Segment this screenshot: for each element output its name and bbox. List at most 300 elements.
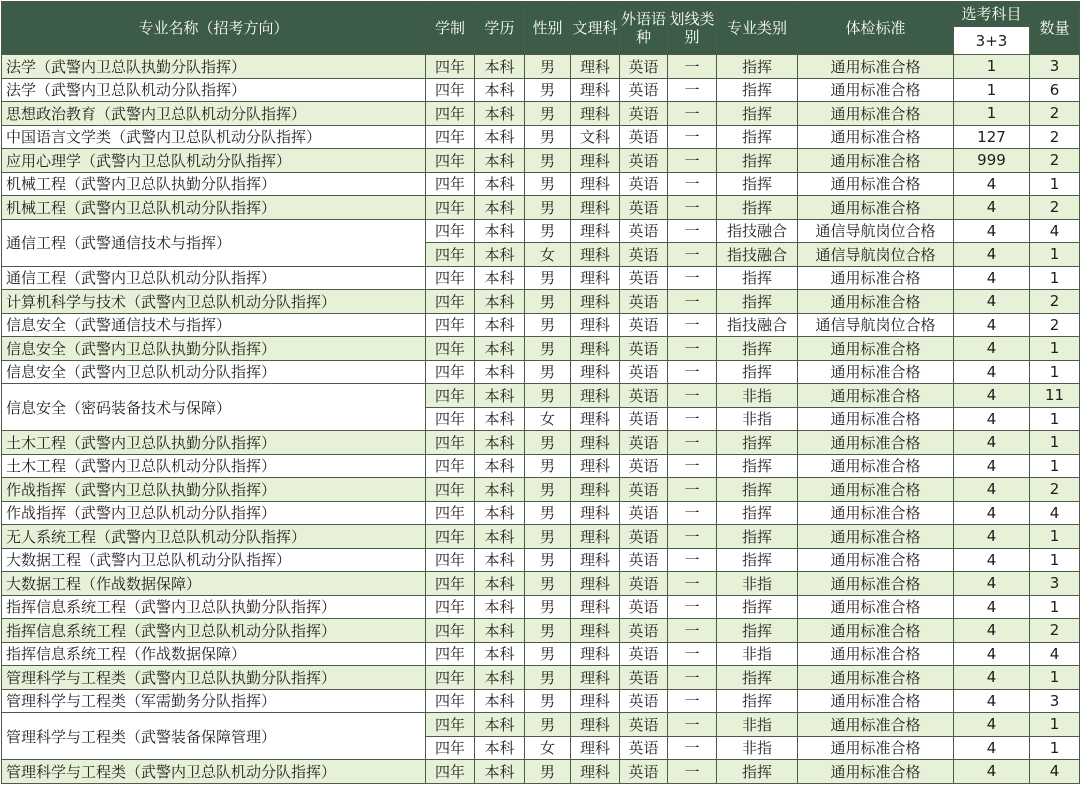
language-cell: 英语 (620, 713, 668, 737)
count-cell: 4 (1030, 219, 1080, 243)
duration-cell: 四年 (426, 78, 475, 102)
degree-cell: 本科 (475, 689, 525, 713)
language-cell: 英语 (620, 266, 668, 290)
line-type-cell: 一 (668, 525, 717, 549)
major-type-cell: 指挥 (717, 689, 798, 713)
count-cell: 1 (1030, 431, 1080, 455)
arts-sci-cell: 理科 (571, 713, 620, 737)
degree-cell: 本科 (475, 384, 525, 408)
degree-cell: 本科 (475, 407, 525, 431)
language-cell: 英语 (620, 548, 668, 572)
major-name-cell: 信息安全（武警内卫总队机动分队指挥） (2, 360, 426, 384)
degree-cell: 本科 (475, 760, 525, 784)
degree-cell: 本科 (475, 501, 525, 525)
major-name-cell: 信息安全（武警内卫总队执勤分队指挥） (2, 337, 426, 361)
subjects-cell: 4 (954, 243, 1030, 267)
arts-sci-cell: 理科 (571, 548, 620, 572)
degree-cell: 本科 (475, 172, 525, 196)
subjects-cell: 4 (954, 454, 1030, 478)
table-row (2, 642, 1080, 666)
major-name-cell: 通信工程（武警通信技术与指挥） (2, 219, 426, 266)
duration-cell: 四年 (426, 149, 475, 173)
degree-cell: 本科 (475, 290, 525, 314)
physical-cell: 通用标准合格 (798, 78, 954, 102)
subjects-cell: 4 (954, 266, 1030, 290)
physical-cell: 通用标准合格 (798, 572, 954, 596)
table-row (2, 760, 1080, 784)
major-name-cell: 应用心理学（武警内卫总队机动分队指挥） (2, 149, 426, 173)
arts-sci-cell: 理科 (571, 290, 620, 314)
degree-cell: 本科 (475, 219, 525, 243)
physical-cell: 通用标准合格 (798, 760, 954, 784)
line-type-cell: 一 (668, 55, 717, 79)
arts-sci-cell: 理科 (571, 219, 620, 243)
physical-cell: 通用标准合格 (798, 149, 954, 173)
physical-cell: 通用标准合格 (798, 431, 954, 455)
language-cell: 英语 (620, 760, 668, 784)
duration-cell: 四年 (426, 337, 475, 361)
header-arts-sci: 文理科 (571, 2, 620, 55)
physical-cell: 通用标准合格 (798, 407, 954, 431)
physical-cell: 通用标准合格 (798, 360, 954, 384)
physical-cell: 通用标准合格 (798, 384, 954, 408)
language-cell: 英语 (620, 149, 668, 173)
table-row (2, 666, 1080, 690)
duration-cell: 四年 (426, 525, 475, 549)
degree-cell: 本科 (475, 619, 525, 643)
line-type-cell: 一 (668, 689, 717, 713)
subjects-cell: 4 (954, 595, 1030, 619)
physical-cell: 通用标准合格 (798, 642, 954, 666)
line-type-cell: 一 (668, 384, 717, 408)
physical-cell: 通信导航岗位合格 (798, 219, 954, 243)
gender-cell: 男 (525, 219, 571, 243)
major-type-cell: 指挥 (717, 196, 798, 220)
degree-cell: 本科 (475, 243, 525, 267)
major-name-cell: 计算机科学与技术（武警内卫总队机动分队指挥） (2, 290, 426, 314)
count-cell: 1 (1030, 713, 1080, 737)
major-type-cell: 指挥 (717, 666, 798, 690)
table-row (2, 196, 1080, 220)
table-row (2, 595, 1080, 619)
gender-cell: 男 (525, 172, 571, 196)
language-cell: 英语 (620, 525, 668, 549)
arts-sci-cell: 理科 (571, 642, 620, 666)
duration-cell: 四年 (426, 55, 475, 79)
arts-sci-cell: 理科 (571, 78, 620, 102)
degree-cell: 本科 (475, 478, 525, 502)
gender-cell: 女 (525, 407, 571, 431)
physical-cell: 通用标准合格 (798, 196, 954, 220)
count-cell: 2 (1030, 102, 1080, 126)
table-row (2, 290, 1080, 314)
degree-cell: 本科 (475, 666, 525, 690)
major-type-cell: 非指 (717, 384, 798, 408)
language-cell: 英语 (620, 125, 668, 149)
language-cell: 英语 (620, 619, 668, 643)
duration-cell: 四年 (426, 407, 475, 431)
language-cell: 英语 (620, 102, 668, 126)
degree-cell: 本科 (475, 548, 525, 572)
gender-cell: 男 (525, 149, 571, 173)
count-cell: 1 (1030, 595, 1080, 619)
degree-cell: 本科 (475, 125, 525, 149)
line-type-cell: 一 (668, 360, 717, 384)
count-cell: 2 (1030, 478, 1080, 502)
degree-cell: 本科 (475, 713, 525, 737)
degree-cell: 本科 (475, 360, 525, 384)
arts-sci-cell: 理科 (571, 337, 620, 361)
major-type-cell: 指技融合 (717, 219, 798, 243)
physical-cell: 通用标准合格 (798, 501, 954, 525)
line-type-cell: 一 (668, 102, 717, 126)
count-cell: 3 (1030, 572, 1080, 596)
major-name-cell: 中国语言文学类（武警内卫总队机动分队指挥） (2, 125, 426, 149)
major-name-cell: 无人系统工程（武警内卫总队机动分队指挥） (2, 525, 426, 549)
duration-cell: 四年 (426, 290, 475, 314)
gender-cell: 男 (525, 619, 571, 643)
major-name-cell: 机械工程（武警内卫总队机动分队指挥） (2, 196, 426, 220)
physical-cell: 通用标准合格 (798, 713, 954, 737)
language-cell: 英语 (620, 172, 668, 196)
language-cell: 英语 (620, 78, 668, 102)
physical-cell: 通用标准合格 (798, 525, 954, 549)
degree-cell: 本科 (475, 337, 525, 361)
line-type-cell: 一 (668, 196, 717, 220)
count-cell: 2 (1030, 125, 1080, 149)
duration-cell: 四年 (426, 548, 475, 572)
language-cell: 英语 (620, 736, 668, 760)
language-cell: 英语 (620, 595, 668, 619)
count-cell: 3 (1030, 689, 1080, 713)
table-row (2, 172, 1080, 196)
arts-sci-cell: 理科 (571, 313, 620, 337)
duration-cell: 四年 (426, 196, 475, 220)
header-language: 外语语种 (620, 2, 668, 55)
physical-cell: 通用标准合格 (798, 454, 954, 478)
arts-sci-cell: 理科 (571, 478, 620, 502)
gender-cell: 男 (525, 642, 571, 666)
major-type-cell: 非指 (717, 736, 798, 760)
degree-cell: 本科 (475, 431, 525, 455)
count-cell: 1 (1030, 266, 1080, 290)
physical-cell: 通用标准合格 (798, 619, 954, 643)
table-row (2, 78, 1080, 102)
major-name-cell: 管理科学与工程类（武警内卫总队机动分队指挥） (2, 760, 426, 784)
physical-cell: 通用标准合格 (798, 337, 954, 361)
degree-cell: 本科 (475, 149, 525, 173)
line-type-cell: 一 (668, 548, 717, 572)
major-name-cell: 作战指挥（武警内卫总队机动分队指挥） (2, 501, 426, 525)
count-cell: 1 (1030, 407, 1080, 431)
subjects-cell: 4 (954, 548, 1030, 572)
major-name-cell: 信息安全（密码装备技术与保障） (2, 384, 426, 431)
major-type-cell: 指挥 (717, 595, 798, 619)
physical-cell: 通用标准合格 (798, 266, 954, 290)
physical-cell: 通用标准合格 (798, 102, 954, 126)
gender-cell: 男 (525, 431, 571, 455)
gender-cell: 男 (525, 78, 571, 102)
language-cell: 英语 (620, 243, 668, 267)
line-type-cell: 一 (668, 642, 717, 666)
header-physical: 体检标准 (798, 2, 954, 55)
major-name-cell: 大数据工程（作战数据保障） (2, 572, 426, 596)
language-cell: 英语 (620, 454, 668, 478)
line-type-cell: 一 (668, 219, 717, 243)
line-type-cell: 一 (668, 595, 717, 619)
table-row (2, 689, 1080, 713)
gender-cell: 男 (525, 290, 571, 314)
language-cell: 英语 (620, 290, 668, 314)
major-name-cell: 管理科学与工程类（武警装备保障管理） (2, 713, 426, 760)
arts-sci-cell: 理科 (571, 407, 620, 431)
duration-cell: 四年 (426, 313, 475, 337)
gender-cell: 男 (525, 501, 571, 525)
table-row (2, 125, 1080, 149)
table-row (2, 713, 1080, 737)
line-type-cell: 一 (668, 619, 717, 643)
count-cell: 1 (1030, 360, 1080, 384)
gender-cell: 男 (525, 454, 571, 478)
gender-cell: 男 (525, 760, 571, 784)
degree-cell: 本科 (475, 525, 525, 549)
count-cell: 2 (1030, 196, 1080, 220)
count-cell: 1 (1030, 454, 1080, 478)
count-cell: 1 (1030, 337, 1080, 361)
count-cell: 2 (1030, 290, 1080, 314)
degree-cell: 本科 (475, 55, 525, 79)
line-type-cell: 一 (668, 572, 717, 596)
table-row (2, 548, 1080, 572)
physical-cell: 通用标准合格 (798, 55, 954, 79)
subjects-cell: 4 (954, 196, 1030, 220)
count-cell: 1 (1030, 525, 1080, 549)
duration-cell: 四年 (426, 572, 475, 596)
major-name-cell: 思想政治教育（武警内卫总队机动分队指挥） (2, 102, 426, 126)
major-type-cell: 指挥 (717, 78, 798, 102)
subjects-cell: 127 (954, 125, 1030, 149)
arts-sci-cell: 理科 (571, 149, 620, 173)
arts-sci-cell: 理科 (571, 595, 620, 619)
arts-sci-cell: 理科 (571, 196, 620, 220)
gender-cell: 男 (525, 595, 571, 619)
gender-cell: 男 (525, 196, 571, 220)
major-type-cell: 指挥 (717, 266, 798, 290)
table-row (2, 384, 1080, 408)
gender-cell: 男 (525, 548, 571, 572)
gender-cell: 男 (525, 55, 571, 79)
line-type-cell: 一 (668, 760, 717, 784)
language-cell: 英语 (620, 431, 668, 455)
line-type-cell: 一 (668, 478, 717, 502)
header-major-type: 专业类别 (717, 2, 798, 55)
major-name-cell: 通信工程（武警内卫总队机动分队指挥） (2, 266, 426, 290)
arts-sci-cell: 理科 (571, 431, 620, 455)
table-row (2, 619, 1080, 643)
language-cell: 英语 (620, 384, 668, 408)
arts-sci-cell: 理科 (571, 760, 620, 784)
header-line-type: 划线类别 (668, 2, 717, 55)
subjects-cell: 4 (954, 219, 1030, 243)
gender-cell: 男 (525, 666, 571, 690)
degree-cell: 本科 (475, 102, 525, 126)
subjects-cell: 4 (954, 760, 1030, 784)
language-cell: 英语 (620, 55, 668, 79)
line-type-cell: 一 (668, 666, 717, 690)
major-type-cell: 指挥 (717, 290, 798, 314)
degree-cell: 本科 (475, 736, 525, 760)
physical-cell: 通用标准合格 (798, 736, 954, 760)
major-type-cell: 指挥 (717, 478, 798, 502)
header-count: 数量 (1030, 2, 1080, 55)
arts-sci-cell: 理科 (571, 55, 620, 79)
subjects-cell: 4 (954, 360, 1030, 384)
language-cell: 英语 (620, 219, 668, 243)
subjects-cell: 4 (954, 525, 1030, 549)
physical-cell: 通信导航岗位合格 (798, 313, 954, 337)
count-cell: 1 (1030, 666, 1080, 690)
duration-cell: 四年 (426, 266, 475, 290)
subjects-cell: 4 (954, 337, 1030, 361)
count-cell: 4 (1030, 760, 1080, 784)
arts-sci-cell: 理科 (571, 501, 620, 525)
subjects-cell: 4 (954, 290, 1030, 314)
table-header (2, 2, 1080, 55)
gender-cell: 男 (525, 125, 571, 149)
physical-cell: 通用标准合格 (798, 689, 954, 713)
language-cell: 英语 (620, 313, 668, 337)
physical-cell: 通用标准合格 (798, 548, 954, 572)
count-cell: 1 (1030, 243, 1080, 267)
major-type-cell: 指挥 (717, 548, 798, 572)
gender-cell: 女 (525, 243, 571, 267)
count-cell: 6 (1030, 78, 1080, 102)
duration-cell: 四年 (426, 431, 475, 455)
line-type-cell: 一 (668, 313, 717, 337)
subjects-cell: 4 (954, 431, 1030, 455)
gender-cell: 男 (525, 360, 571, 384)
major-type-cell: 指挥 (717, 172, 798, 196)
duration-cell: 四年 (426, 219, 475, 243)
header-gender: 性别 (525, 2, 571, 55)
line-type-cell: 一 (668, 172, 717, 196)
gender-cell: 男 (525, 572, 571, 596)
major-type-cell: 指挥 (717, 760, 798, 784)
count-cell: 3 (1030, 55, 1080, 79)
major-type-cell: 指技融合 (717, 313, 798, 337)
language-cell: 英语 (620, 666, 668, 690)
header-name: 专业名称（招考方向） (2, 2, 426, 55)
major-name-cell: 土木工程（武警内卫总队执勤分队指挥） (2, 431, 426, 455)
arts-sci-cell: 理科 (571, 172, 620, 196)
table-row (2, 478, 1080, 502)
arts-sci-cell: 理科 (571, 619, 620, 643)
major-name-cell: 指挥信息系统工程（武警内卫总队机动分队指挥） (2, 619, 426, 643)
line-type-cell: 一 (668, 337, 717, 361)
header-duration: 学制 (426, 2, 475, 55)
physical-cell: 通信导航岗位合格 (798, 243, 954, 267)
count-cell: 1 (1030, 736, 1080, 760)
arts-sci-cell: 理科 (571, 454, 620, 478)
table-row (2, 55, 1080, 79)
line-type-cell: 一 (668, 149, 717, 173)
line-type-cell: 一 (668, 501, 717, 525)
duration-cell: 四年 (426, 360, 475, 384)
subjects-cell: 4 (954, 642, 1030, 666)
major-type-cell: 指挥 (717, 431, 798, 455)
degree-cell: 本科 (475, 595, 525, 619)
duration-cell: 四年 (426, 736, 475, 760)
count-cell: 2 (1030, 619, 1080, 643)
language-cell: 英语 (620, 478, 668, 502)
enrollment-table (1, 1, 1080, 784)
language-cell: 英语 (620, 642, 668, 666)
duration-cell: 四年 (426, 713, 475, 737)
table-row (2, 572, 1080, 596)
duration-cell: 四年 (426, 454, 475, 478)
subjects-cell: 999 (954, 149, 1030, 173)
physical-cell: 通用标准合格 (798, 125, 954, 149)
line-type-cell: 一 (668, 454, 717, 478)
major-name-cell: 土木工程（武警内卫总队机动分队指挥） (2, 454, 426, 478)
line-type-cell: 一 (668, 266, 717, 290)
table-row (2, 454, 1080, 478)
subjects-cell: 4 (954, 172, 1030, 196)
count-cell: 2 (1030, 149, 1080, 173)
language-cell: 英语 (620, 572, 668, 596)
duration-cell: 四年 (426, 689, 475, 713)
major-type-cell: 指挥 (717, 525, 798, 549)
subjects-cell: 1 (954, 102, 1030, 126)
arts-sci-cell: 理科 (571, 360, 620, 384)
arts-sci-cell: 理科 (571, 689, 620, 713)
subjects-cell: 4 (954, 384, 1030, 408)
gender-cell: 男 (525, 478, 571, 502)
degree-cell: 本科 (475, 454, 525, 478)
language-cell: 英语 (620, 407, 668, 431)
major-type-cell: 非指 (717, 407, 798, 431)
subjects-cell: 1 (954, 78, 1030, 102)
major-type-cell: 指挥 (717, 55, 798, 79)
subjects-cell: 4 (954, 313, 1030, 337)
duration-cell: 四年 (426, 760, 475, 784)
degree-cell: 本科 (475, 313, 525, 337)
gender-cell: 男 (525, 384, 571, 408)
count-cell: 2 (1030, 313, 1080, 337)
count-cell: 4 (1030, 501, 1080, 525)
physical-cell: 通用标准合格 (798, 666, 954, 690)
line-type-cell: 一 (668, 713, 717, 737)
duration-cell: 四年 (426, 384, 475, 408)
physical-cell: 通用标准合格 (798, 172, 954, 196)
major-type-cell: 指挥 (717, 337, 798, 361)
arts-sci-cell: 理科 (571, 243, 620, 267)
language-cell: 英语 (620, 689, 668, 713)
arts-sci-cell: 理科 (571, 525, 620, 549)
language-cell: 英语 (620, 360, 668, 384)
degree-cell: 本科 (475, 78, 525, 102)
gender-cell: 男 (525, 525, 571, 549)
table-body (2, 55, 1080, 784)
gender-cell: 女 (525, 736, 571, 760)
degree-cell: 本科 (475, 642, 525, 666)
major-type-cell: 指挥 (717, 454, 798, 478)
major-type-cell: 指技融合 (717, 243, 798, 267)
table-row (2, 337, 1080, 361)
duration-cell: 四年 (426, 595, 475, 619)
duration-cell: 四年 (426, 243, 475, 267)
duration-cell: 四年 (426, 666, 475, 690)
